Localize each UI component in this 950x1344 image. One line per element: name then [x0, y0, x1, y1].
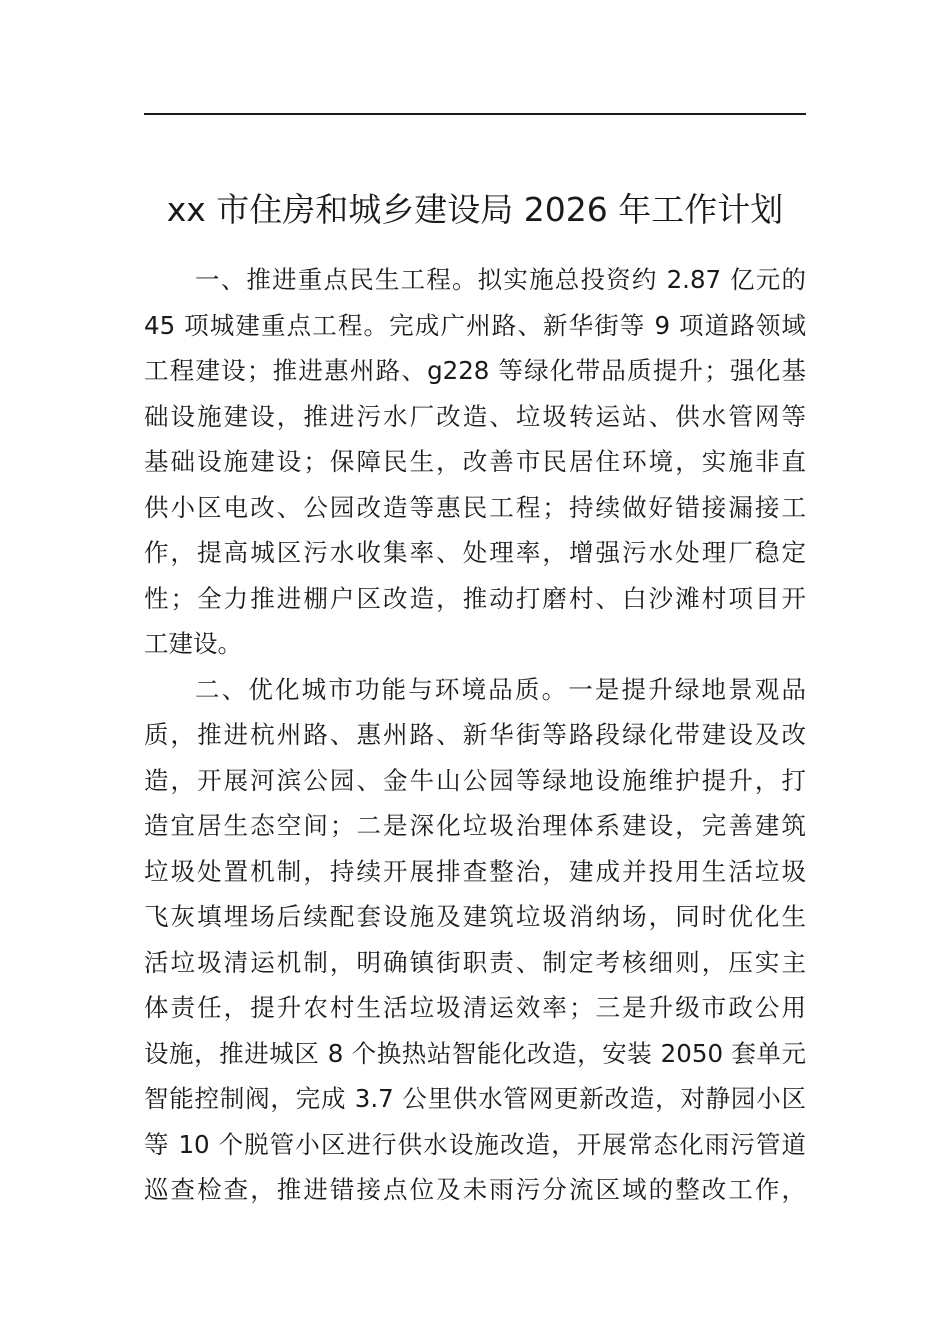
text-line: 造宜居生态空间；二是深化垃圾治理体系建设，完善建筑 — [144, 811, 806, 840]
text-line: 一、推进重点民生工程。拟实施总投资约 2.87 亿元的 — [195, 265, 806, 294]
text-line: 巡查检查，推进错接点位及未雨污分流区域的整改工作， — [144, 1175, 806, 1204]
text-line: 45 项城建重点工程。完成广州路、新华街等 9 项道路领域 — [144, 310, 806, 340]
text-line: 性；全力推进棚户区改造，推动打磨村、白沙滩村项目开 — [144, 583, 806, 613]
text-line: 体责任，提升农村生活垃圾清运效率；三是升级市政公用 — [144, 993, 806, 1022]
paragraph-2 — [144, 667, 806, 1213]
paragraph-1 — [144, 257, 806, 667]
document-body — [144, 257, 806, 1213]
text-line: 垃圾处置机制，持续开展排查整治，建成并投用生活垃圾 — [144, 856, 806, 886]
text-line: 设施，推进城区 8 个换热站智能化改造，安装 2050 套单元 — [144, 1038, 806, 1068]
header-rule — [144, 113, 806, 115]
text-line: 质，推进杭州路、惠州路、新华街等路段绿化带建设及改 — [144, 720, 806, 749]
text-line: 造，开展河滨公园、金牛山公园等绿地设施维护提升，打 — [144, 765, 806, 795]
text-line: 供小区电改、公园改造等惠民工程；持续做好错接漏接工 — [144, 492, 806, 522]
text-line: 等 10 个脱管小区进行供水设施改造，开展常态化雨污管道 — [144, 1129, 806, 1159]
text-line: 二、优化城市功能与环境品质。一是提升绿地景观品 — [195, 674, 806, 704]
text-line: 工程建设；推进惠州路、g228 等绿化带品质提升；强化基 — [144, 356, 806, 385]
text-line: 工建设。 — [144, 629, 242, 658]
document-title: xx 市住房和城乡建设局 2026 年工作计划 — [166, 190, 784, 230]
text-line: 基础设施建设；保障民生，改善市民居住环境，实施非直 — [144, 447, 806, 476]
text-line: 飞灰填埋场后续配套设施及建筑垃圾消纳场，同时优化生 — [144, 902, 806, 931]
text-line: 智能控制阀，完成 3.7 公里供水管网更新改造，对静园小区 — [144, 1084, 806, 1113]
text-line: 活垃圾清运机制，明确镇街职责、制定考核细则，压实主 — [144, 947, 806, 977]
text-line: 础设施建设，推进污水厂改造、垃圾转运站、供水管网等 — [144, 401, 806, 431]
text-line: 作，提高城区污水收集率、处理率，增强污水处理厂稳定 — [144, 538, 806, 567]
